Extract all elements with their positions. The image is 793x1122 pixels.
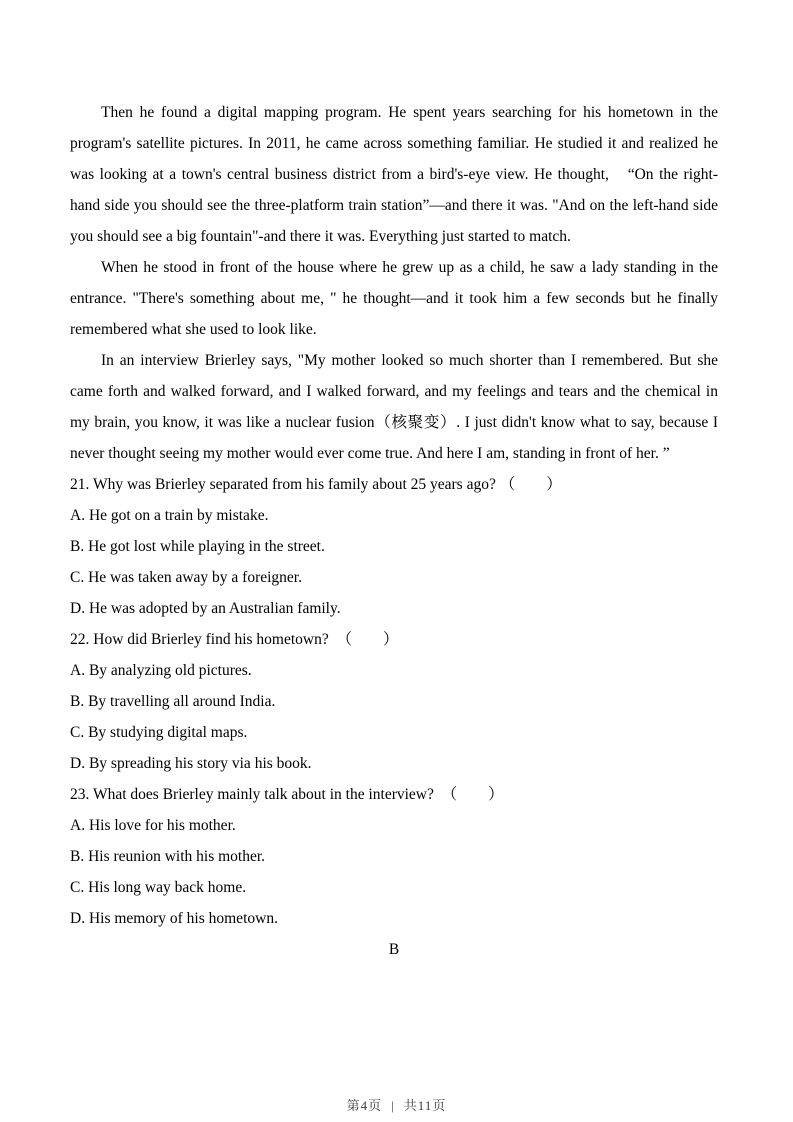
footer-separator: | xyxy=(391,1098,395,1113)
question-22-option-b: B. By travelling all around India. xyxy=(70,693,276,710)
section-header-b: B xyxy=(388,941,400,958)
question-23-option-b: B. His reunion with his mother. xyxy=(70,848,266,865)
question-22-option-a: A. By analyzing old pictures. xyxy=(70,662,252,679)
question-22-stem: 22. How did Brierley find his hometown? （ ） xyxy=(70,631,399,648)
question-21-option-c: C. He was taken away by a foreigner. xyxy=(70,569,302,586)
question-23-option-a: A. His love for his mother. xyxy=(70,817,236,834)
footer-total-pages: 共11页 xyxy=(403,1098,447,1113)
question-22 xyxy=(70,624,718,779)
page-footer xyxy=(0,1097,793,1115)
question-21-option-a: A. He got on a train by mistake. xyxy=(70,507,269,524)
question-21 xyxy=(70,469,718,624)
passage-paragraph-2: When he stood in front of the house where he grew up as a child, he saw a lady standing in the entrance. "There's something about me, " he thought—and it took him a few seconds but he finally remembered what she used to look like. xyxy=(70,259,718,338)
passage-paragraph-3: In an interview Brierley says, "My mother looked so much shorter than I remembered. But she came forth and walked forward, and I walked forward, and my feelings and tears and the chemical in my brain, you know, it was like a nuclear fusion（核聚变）. I just didn't know what to say, because I never thought seeing my mother would ever come true. And here I am, standing in front of her. ” xyxy=(70,352,718,462)
question-22-option-d: D. By spreading his story via his book. xyxy=(70,755,312,772)
question-21-option-d: D. He was adopted by an Australian family. xyxy=(70,600,341,617)
question-21-option-b: B. He got lost while playing in the street. xyxy=(70,538,325,555)
question-23-stem: 23. What does Brierley mainly talk about in the interview? （ ） xyxy=(70,786,504,803)
question-21-stem: 21. Why was Brierley separated from his family about 25 years ago? （ ） xyxy=(70,476,562,493)
question-22-option-c: C. By studying digital maps. xyxy=(70,724,248,741)
passage-paragraph-1: Then he found a digital mapping program. He spent years searching for his hometown in the program's satellite pictures. In 2011, he came across something familiar. He studied it and realized he was looking at a town's central business district from a bird's-eye view. He thought, “On the right-hand side you should see the three-platform train station”—and there it was. "And on the left-hand side you should see a big fountain"-and there it was. Everything just started to match. xyxy=(70,104,718,245)
question-23-option-d: D. His memory of his hometown. xyxy=(70,910,278,927)
question-23-option-c: C. His long way back home. xyxy=(70,879,247,896)
footer-page-number: 第4页 xyxy=(346,1098,383,1113)
page-content xyxy=(70,97,718,965)
question-23 xyxy=(70,779,718,934)
